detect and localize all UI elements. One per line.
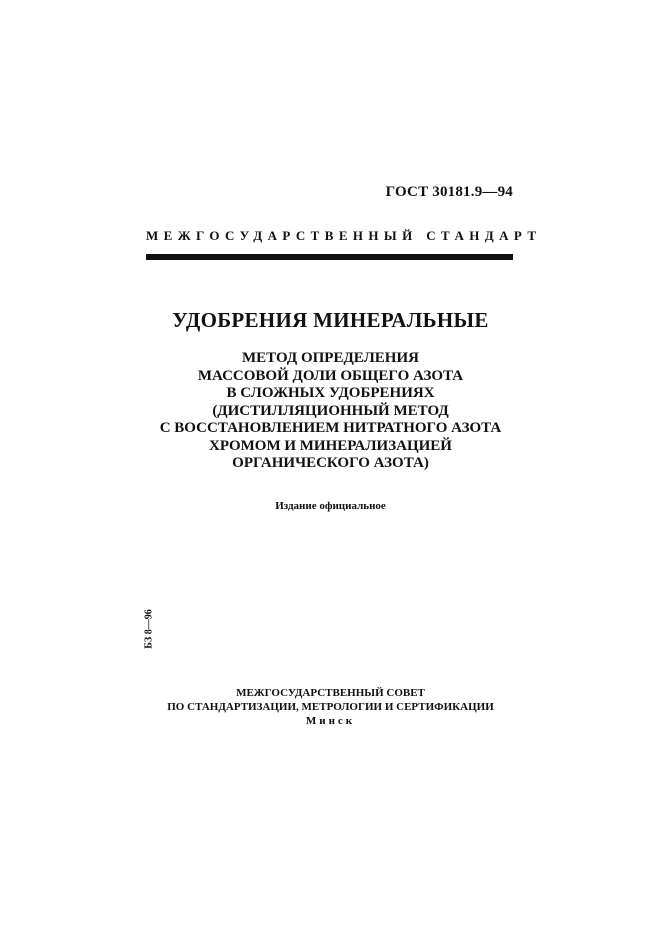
publisher-city: Минск [305,715,356,727]
subtitle-line: С ВОССТАНОВЛЕНИЕМ НИТРАТНОГО АЗОТА [159,420,502,436]
subtitle-line: ХРОМОМ И МИНЕРАЛИЗАЦИЕЙ [209,437,452,454]
heading-divider [146,254,513,260]
subtitle-line: ОРГАНИЧЕСКОГО АЗОТА) [232,455,429,471]
document-subtitle [0,350,661,473]
publisher-line: МЕЖГОСУДАРСТВЕННЫЙ СОВЕТ [236,687,425,699]
publisher-block [0,686,661,728]
subtitle-line: В СЛОЖНЫХ УДОБРЕНИЯХ [226,385,435,401]
side-catalog-code: БЗ 8—96 [143,609,155,649]
subtitle-line: МАССОВОЙ ДОЛИ ОБЩЕГО АЗОТА [197,367,464,384]
subtitle-line: МЕТОД ОПРЕДЕЛЕНИЯ [242,350,419,366]
edition-note: Издание официальное [275,500,386,512]
publisher-line: ПО СТАНДАРТИЗАЦИИ, МЕТРОЛОГИИ И СЕРТИФИКАЦИИ [167,701,494,713]
subtitle-line: (ДИСТИЛЛЯЦИОННЫЙ МЕТОД [212,402,449,419]
document-title: УДОБРЕНИЯ МИНЕРАЛЬНЫЕ [172,308,489,332]
standard-number: ГОСТ 30181.9—94 [385,184,513,200]
standard-type-heading: МЕЖГОСУДАРСТВЕННЫЙ СТАНДАРТ [146,228,542,243]
